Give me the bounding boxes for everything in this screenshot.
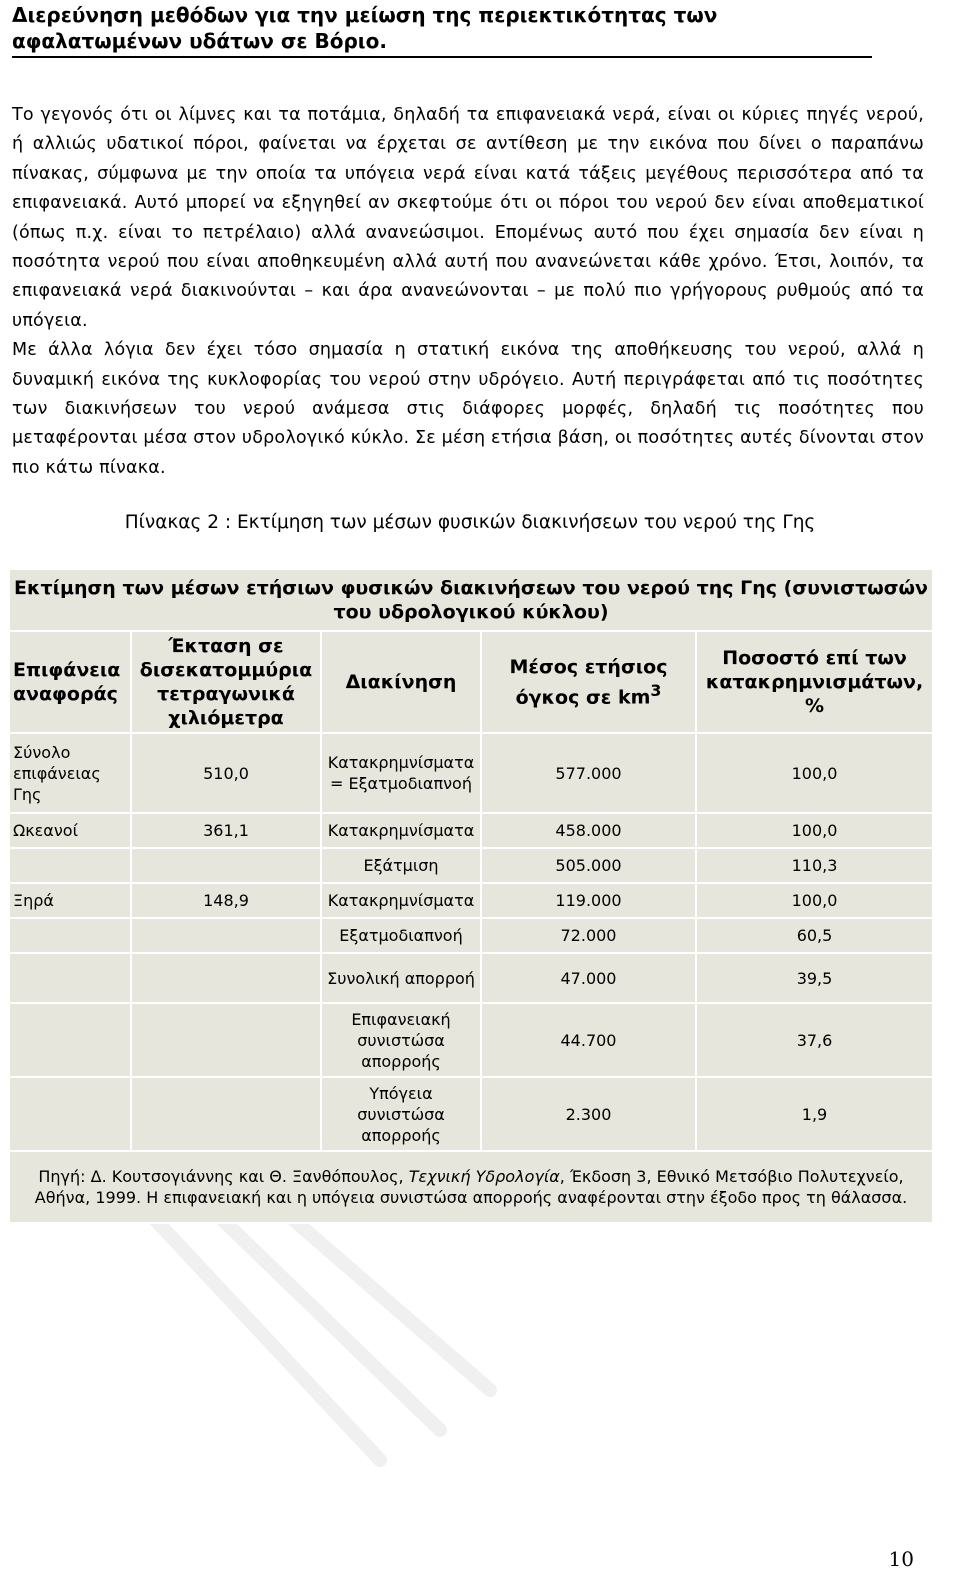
table-row [9,918,933,953]
water-flux-table [8,568,934,1224]
cell-percent: 100,0 [696,813,933,848]
cell-area [131,1003,321,1077]
header-volume-label: Μέσος ετήσιος όγκος σε km [509,655,668,709]
table-row [9,1003,933,1077]
cell-percent: 37,6 [696,1003,933,1077]
cell-flow: Εξάτμιση [321,848,481,883]
cell-volume: 2.300 [481,1077,696,1151]
cell-volume: 577.000 [481,733,696,813]
cell-flow: Κατακρημνίσματα [321,813,481,848]
cell-area [131,953,321,1003]
cell-area: 148,9 [131,883,321,918]
header-volume [481,631,696,733]
source-prefix: Πηγή: Δ. Κουτσογιάννης και Θ. Ξανθόπουλος, [38,1167,409,1186]
cell-volume: 47.000 [481,953,696,1003]
cell-volume: 44.700 [481,1003,696,1077]
source-book-title: Τεχνική Υδρολογία [408,1167,560,1186]
paragraph-2: Με άλλα λόγια δεν έχει τόσο σημασία η στατική εικόνα της αποθήκευσης του νερού, αλλά η δυναμική εικόνα της κυκλοφορίας του νερού στην υδρόγειο. Αυτή περιγράφεται από τις ποσότητες των διακινήσεων του νερού ανάμεσα στις διάφορες μορφές, δηλαδή τις ποσότητες που μεταφέρονται μέσα στον υδρολογικό κύκλο. Σε μέση ετήσια βάση, οι ποσότητες αυτές δίνονται στον πιο κάτω πίνακα. [12,340,924,478]
cell-flow: Συνολική απορροή [321,953,481,1003]
cell-volume: 458.000 [481,813,696,848]
cell-flow: Εξατμοδιαπνοή [321,918,481,953]
table-caption: Πίνακας 2 : Εκτίμηση των μέσων φυσικών διακινήσεων του νερού της Γης [124,512,816,533]
cell-percent: 100,0 [696,883,933,918]
table-row [9,953,933,1003]
table-main-header-row [9,569,933,631]
cell-percent: 100,0 [696,733,933,813]
cell-area [131,918,321,953]
table-row [9,883,933,918]
cell-surface [9,953,131,1003]
header-percent: Ποσοστό επί των κατακρημνισμάτων, % [696,631,933,733]
table-row [9,848,933,883]
cell-surface: Ξηρά [9,883,131,918]
cell-area: 361,1 [131,813,321,848]
cell-volume: 119.000 [481,883,696,918]
cell-flow: Κατακρημνίσματα = Εξατμοδιαπνοή [321,733,481,813]
paragraph-1: Το γεγονός ότι οι λίμνες και τα ποτάμια, δηλαδή τα επιφανειακά νερά, είναι οι κύριες πηγές νερού, ή αλλιώς υδατικοί πόροι, φαίνεται να έρχεται σε αντίθεση με την εικόνα που δίνει ο παραπάνω πίνακας, σύμφωνα με την οποία τα υπόγεια νερά είναι κατά τάξεις μεγέθους περισσότερα από τα επιφανειακά. Αυτό μπορεί να εξηγηθεί αν σκεφτούμε ότι οι πόροι του νερού δεν είναι αποθεματικοί (όπως π.χ. είναι το πετρέλαιο) αλλά ανανεώσιμοι. Επομένως αυτό που έχει σημασία δεν είναι η ποσότητα νερού που είναι αποθηκευμένη αλλά αυτή που ανανεώνεται κάθε χρόνο. Έτσι, λοιπόν, τα επιφανειακά νερά διακινούνται – και άρα ανανεώνονται – με πολύ πιο γρήγορους ρυθμούς από τα υπόγεια. [12,105,924,331]
cell-flow: Κατακρημνίσματα [321,883,481,918]
cell-surface: Σύνολο επιφάνειας Γης [9,733,131,813]
cell-percent: 110,3 [696,848,933,883]
table-source-row [9,1151,933,1223]
cell-percent: 1,9 [696,1077,933,1151]
header-surface: Επιφάνεια αναφοράς [9,631,131,733]
table-source-note [9,1151,933,1223]
cell-surface [9,848,131,883]
cell-area [131,848,321,883]
body-text [12,101,924,483]
cell-flow: Επιφανειακή συνιστώσα απορροής [321,1003,481,1077]
header-volume-superscript: 3 [650,680,662,700]
cell-area: 510,0 [131,733,321,813]
source-suffix: , Έκδοση 3, Εθνικό Μετσόβιο Πολυτεχνείο, Αθήνα, 1999. Η επιφανειακή και η υπόγεια συνιστώσα απορροής αναφέρονται στην έξοδο προς τη θάλασσα. [34,1167,908,1207]
cell-flow: Υπόγεια συνιστώσα απορροής [321,1077,481,1151]
cell-area [131,1077,321,1151]
cell-percent: 60,5 [696,918,933,953]
table-row [9,1077,933,1151]
cell-percent: 39,5 [696,953,933,1003]
header-flow: Διακίνηση [321,631,481,733]
cell-volume: 72.000 [481,918,696,953]
page-number: 10 [888,1547,914,1571]
cell-volume: 505.000 [481,848,696,883]
cell-surface [9,1003,131,1077]
cell-surface [9,918,131,953]
header-area: Έκταση σε δισεκατομμύρια τετραγωνικά χιλιόμετρα [131,631,321,733]
cell-surface [9,1077,131,1151]
table-row [9,813,933,848]
table-main-header: Εκτίμηση των μέσων ετήσιων φυσικών διακινήσεων του νερού της Γης (συνιστωσών του υδρολογικού κύκλου) [9,569,933,631]
table-row [9,733,933,813]
document-title: Διερεύνηση μεθόδων για την μείωση της περιεκτικότητας των αφαλατωμένων υδάτων σε Βόριο. [12,2,872,58]
table-header-row [9,631,933,733]
cell-surface: Ωκεανοί [9,813,131,848]
